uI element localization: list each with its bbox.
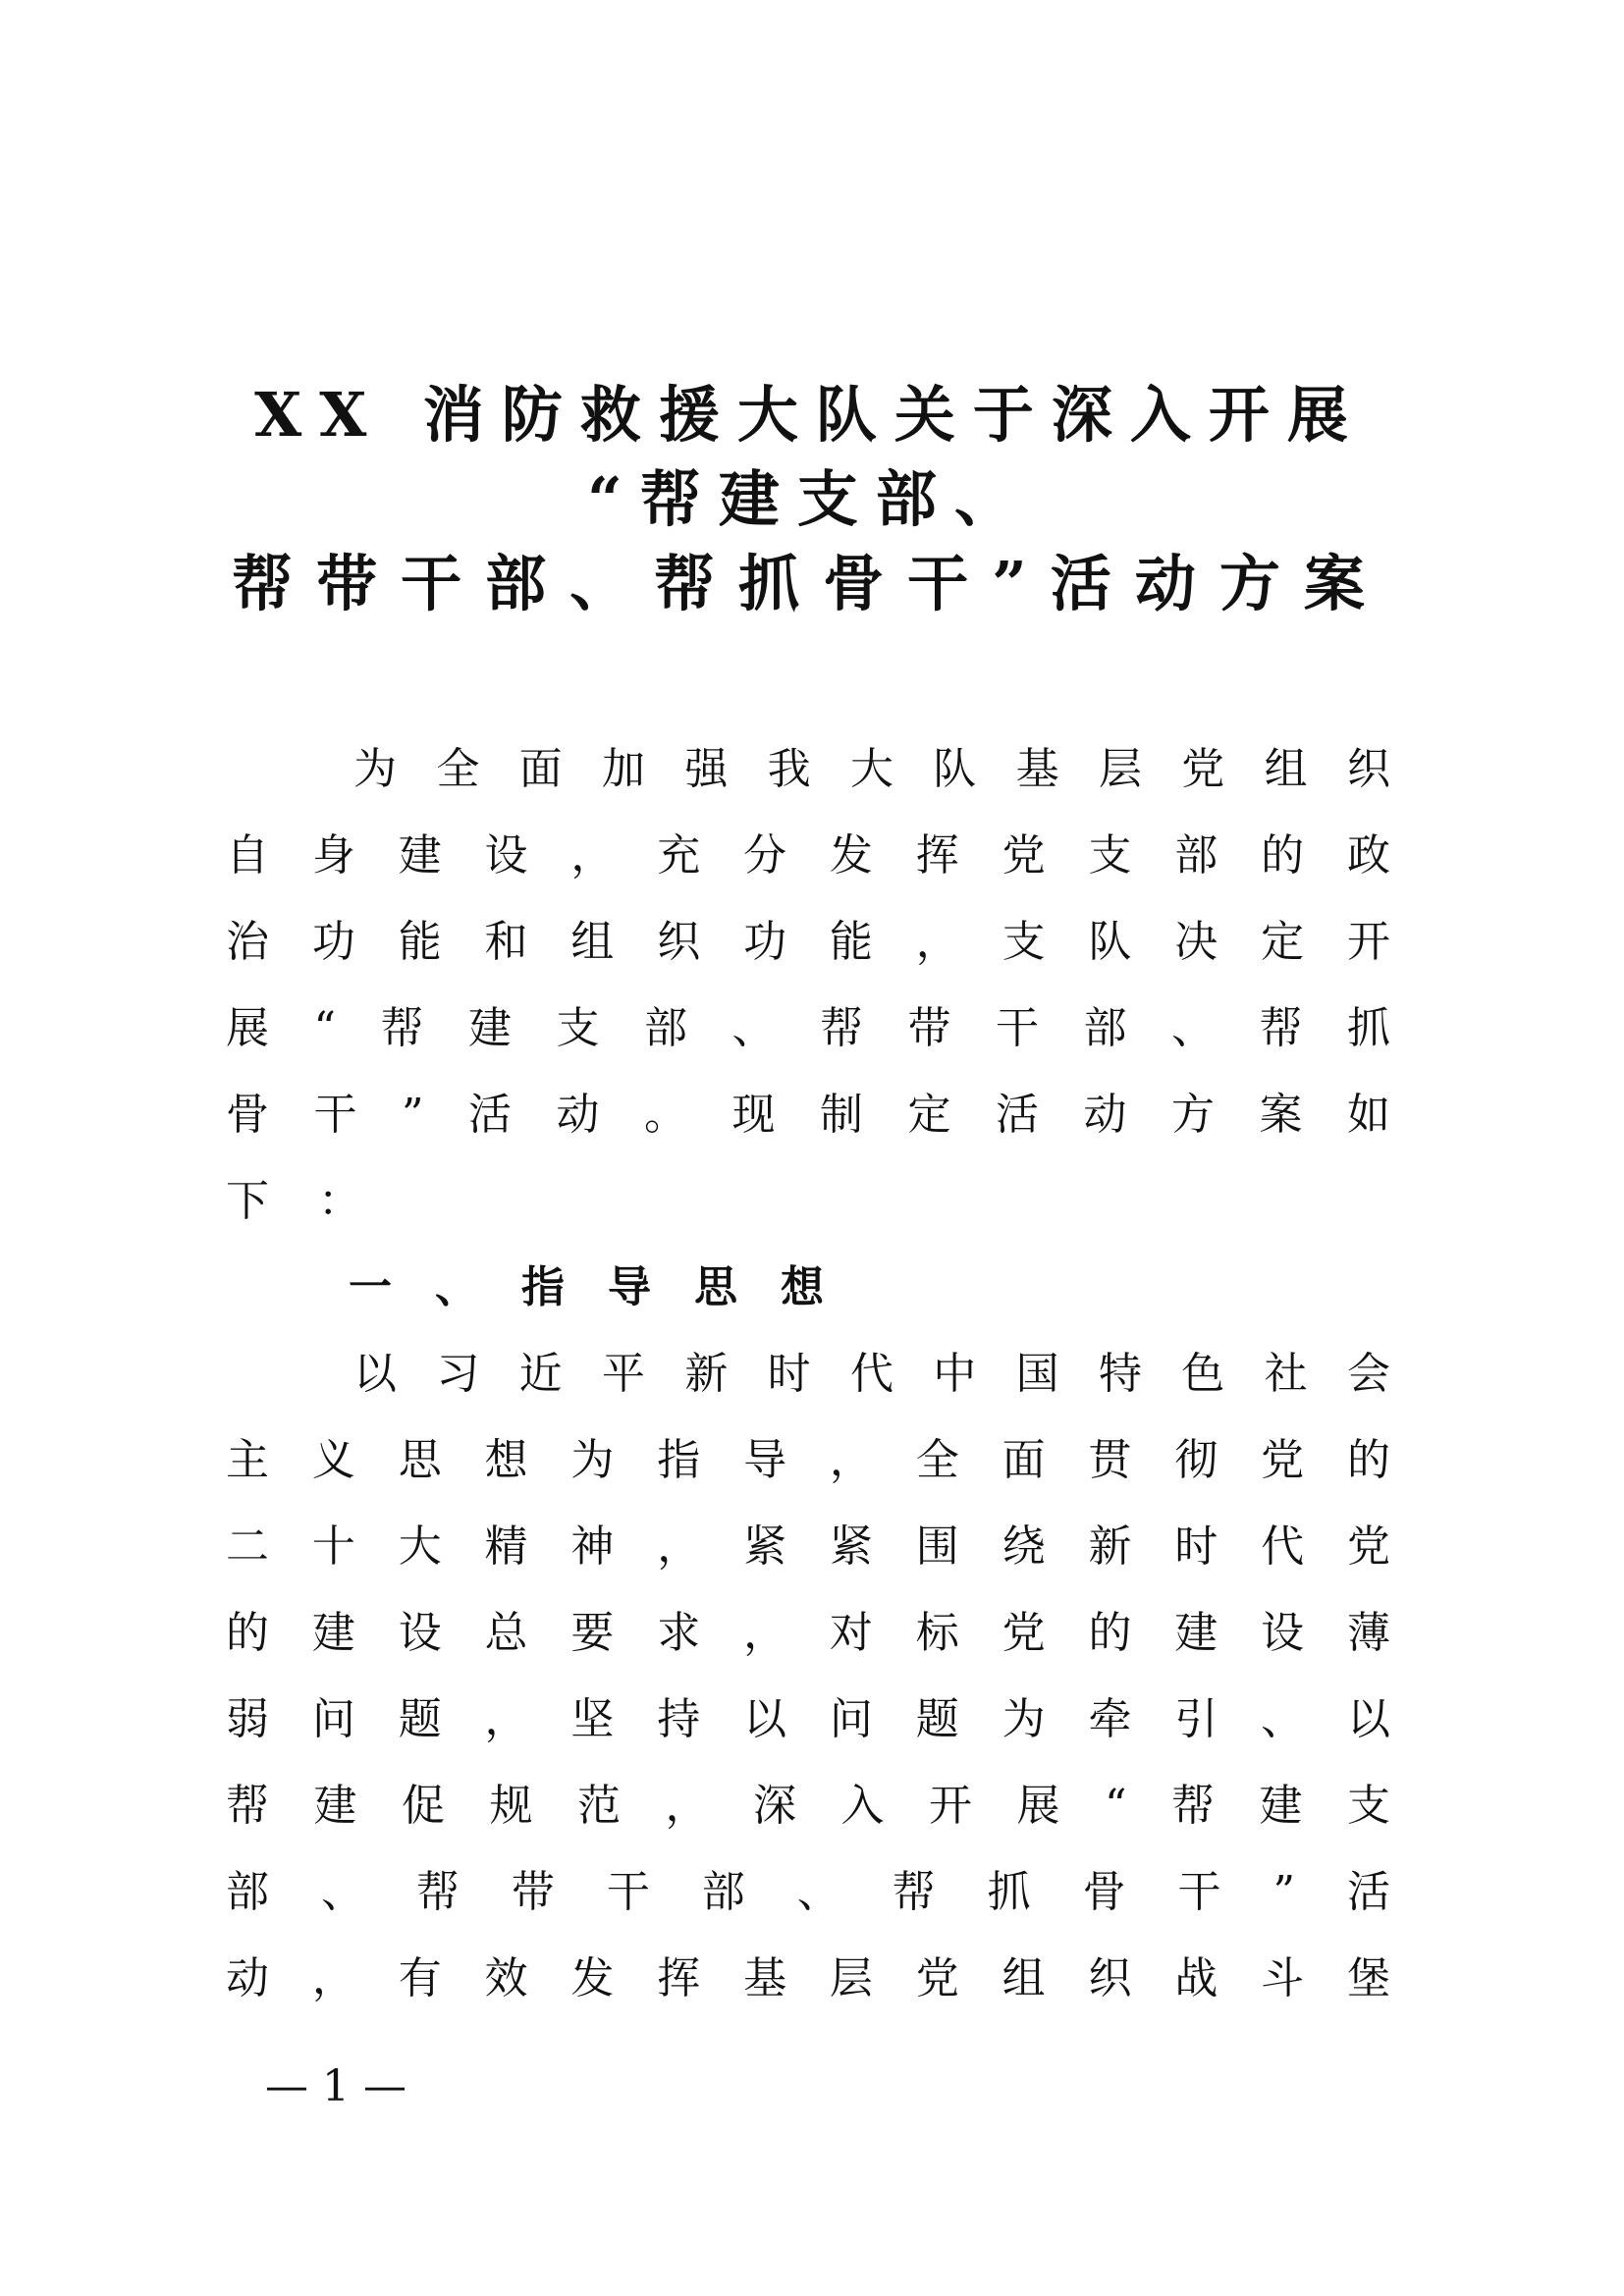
section-heading: 一、指导思想: [349, 1262, 867, 1312]
title-line-2: “帮建支部、: [587, 463, 1033, 535]
text-line: 治 功 能 和 组 织 功 能 ， 支 队 决 定 开: [226, 917, 1390, 967]
text-line: 下 ：: [226, 1176, 361, 1226]
title-line-3: 帮带干部、帮抓骨干”活动方案: [232, 548, 1388, 619]
section-1-paragraph: [226, 1331, 1390, 2022]
text-line: 帮 建 促 规 范 ， 深 入 开 展 “ 帮 建 支: [226, 1781, 1390, 1831]
text-line: 以 习 近 平 新 时 代 中 国 特 色 社 会: [353, 1349, 1390, 1399]
text-line: 部 、 帮 带 干 部 、 帮 抓 骨 干 ” 活: [226, 1867, 1390, 1917]
text-line: 二 十 大 精 神 ， 紧 紧 围 绕 新 时 代 党: [226, 1522, 1390, 1572]
text-line: 为 全 面 加 强 我 大 队 基 层 党 组 织: [353, 744, 1390, 794]
page-number: — 1 —: [265, 2061, 406, 2111]
document-title: [177, 373, 1443, 626]
text-line: 动 ， 有 效 发 挥 基 层 党 组 织 战 斗 堡: [226, 1953, 1390, 2003]
text-line: 弱 问 题 ， 坚 持 以 问 题 为 牵 引 、 以: [226, 1694, 1390, 1744]
text-line: 主 义 思 想 为 指 导 ， 全 面 贯 彻 党 的: [226, 1435, 1390, 1485]
document-body: [226, 726, 1390, 2022]
intro-paragraph: [226, 726, 1390, 1245]
text-line: 展 “ 帮 建 支 部 、 帮 带 干 部 、 帮 抓: [226, 1003, 1390, 1053]
text-line: 的 建 设 总 要 求 ， 对 标 党 的 建 设 薄: [226, 1608, 1390, 1658]
text-line: 自 身 建 设 ， 充 分 发 挥 党 支 部 的 政: [226, 830, 1390, 881]
title-line-1: XX 消防救援大队关于深入开展: [254, 379, 1366, 451]
text-line: 骨 干 ” 活 动 。 现 制 定 活 动 方 案 如: [226, 1090, 1390, 1140]
